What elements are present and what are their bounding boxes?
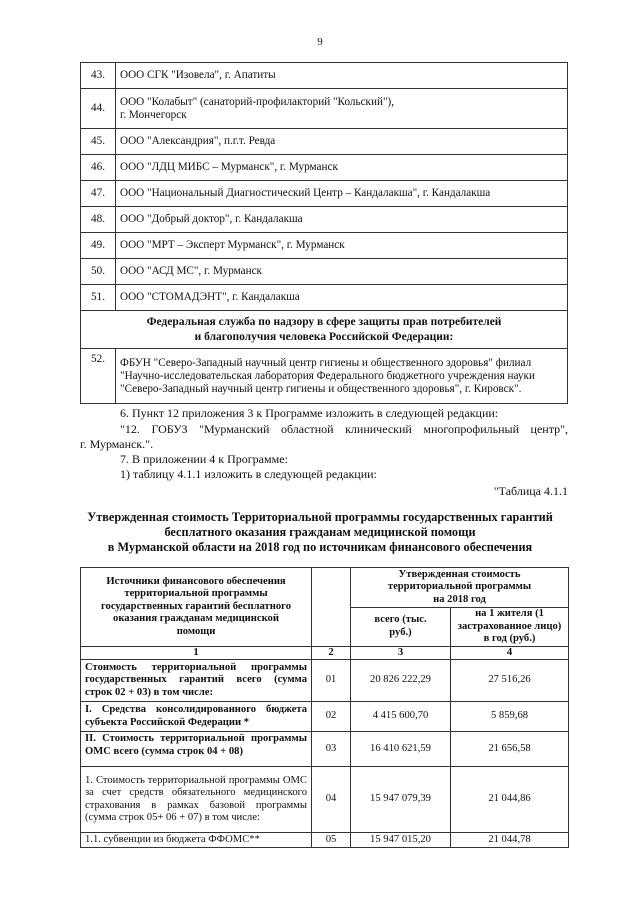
row-per-capita: 5 859,68 xyxy=(451,702,569,732)
table-row xyxy=(81,155,568,181)
section-header-line: и благополучия человека Российской Федерации: xyxy=(194,330,454,343)
row-number: 45. xyxy=(81,129,116,155)
header-per-capita: на 1 жителя (1 застрахованное лицо) в год (руб.) xyxy=(451,608,569,647)
paragraph-7-1: 1) таблицу 4.1.1 изложить в следующей редакции: xyxy=(120,467,377,481)
row-total: 4 415 600,70 xyxy=(351,702,451,732)
row-code: 01 xyxy=(312,660,351,702)
org-name-line: ООО "Колабыт" (санаторий-профилакторий "Кольский"), xyxy=(120,95,395,108)
row-number: 50. xyxy=(81,259,116,285)
column-number: 1 xyxy=(81,646,312,660)
table-label: "Таблица 4.1.1 xyxy=(493,484,568,498)
row-code: 02 xyxy=(312,702,351,732)
table-row xyxy=(81,767,569,833)
paragraph-7: 7. В приложении 4 к Программе: xyxy=(120,452,288,466)
table-row xyxy=(81,89,568,129)
title-line: Утвержденная стоимость Территориальной программы государственных гарантий xyxy=(87,510,553,524)
header-row xyxy=(81,568,569,608)
row-number: 47. xyxy=(81,181,116,207)
table-row xyxy=(81,207,568,233)
column-number: 2 xyxy=(312,646,351,660)
row-code: 03 xyxy=(312,732,351,767)
header-cost: Утвержденная стоимость территориальной программы на 2018 год xyxy=(351,568,569,608)
table-row xyxy=(81,732,569,767)
header-code xyxy=(312,568,351,647)
org-name: ООО "СТОМАДЭНТ", г. Кандалакша xyxy=(116,285,568,311)
org-name-line: "Северо-Западный научный центр гигиены и общественного здоровья", г. Кировск". xyxy=(120,382,522,395)
table-row xyxy=(81,233,568,259)
row-label: 1. Стоимость территориальной программы ОМС за счет средств обязательного медицинского страхования в рамках базовой программы (сумма строк 05+ 06 + 07) в том числе: xyxy=(81,767,312,833)
row-code: 04 xyxy=(312,767,351,833)
row-number: 44. xyxy=(81,89,116,129)
org-name-line: "Научно-исследовательская лаборатория Федерального бюджетного учреждения науки xyxy=(120,369,535,382)
cost-table xyxy=(80,567,569,848)
header-source: Источники финансового обеспечения территориальной программы государственных гарантий бесплатного оказания гражданам медицинской помощи xyxy=(81,568,312,647)
row-total: 20 826 222,29 xyxy=(351,660,451,702)
row-label: Стоимость территориальной программы государственных гарантий всего (сумма строк 02 + 03) в том числе: xyxy=(81,660,312,702)
table-row xyxy=(81,833,569,848)
title-line: в Мурманской области на 2018 год по источникам финансового обеспечения xyxy=(107,540,533,554)
table-row xyxy=(81,259,568,285)
org-name xyxy=(116,89,568,129)
org-name-line: ФБУН "Северо-Западный научный центр гигиены и общественного здоровья" филиал xyxy=(120,356,532,369)
org-name: ООО "ЛДЦ МИБС – Мурманск", г. Мурманск xyxy=(116,155,568,181)
row-number: 49. xyxy=(81,233,116,259)
row-number: 46. xyxy=(81,155,116,181)
section-header xyxy=(81,311,568,349)
table-row xyxy=(81,702,569,732)
row-total: 15 947 079,39 xyxy=(351,767,451,833)
row-total: 15 947 015,20 xyxy=(351,833,451,848)
paragraph-12-cont: г. Мурманск.". xyxy=(80,437,154,451)
column-number: 4 xyxy=(451,646,569,660)
header-total: всего (тыс. руб.) xyxy=(351,608,451,647)
org-name: ООО СГК "Изовела", г. Апатиты xyxy=(116,63,568,89)
org-name: ООО "Национальный Диагностический Центр – Кандалакша", г. Кандалакша xyxy=(116,181,568,207)
row-per-capita: 21 044,86 xyxy=(451,767,569,833)
org-name: ООО "Добрый доктор", г. Кандалакша xyxy=(116,207,568,233)
organizations-table xyxy=(80,62,568,404)
row-number: 52. xyxy=(81,349,116,404)
title-line: бесплатного оказания гражданам медицинской помощи xyxy=(164,525,476,539)
section-header-line: Федеральная служба по надзору в сфере защиты прав потребителей xyxy=(146,315,502,328)
org-name-line: г. Мончегорск xyxy=(120,108,187,121)
table-row xyxy=(81,660,569,702)
table-row xyxy=(81,181,568,207)
org-name: ООО "АСД МС", г. Мурманск xyxy=(116,259,568,285)
org-name: ООО "Александрия", п.г.т. Ревда xyxy=(116,129,568,155)
row-number: 51. xyxy=(81,285,116,311)
table-row xyxy=(81,63,568,89)
org-name: ООО "МРТ – Эксперт Мурманск", г. Мурманск xyxy=(116,233,568,259)
table-title xyxy=(70,510,570,555)
row-number: 48. xyxy=(81,207,116,233)
row-code: 05 xyxy=(312,833,351,848)
paragraph-12: "12. ГОБУЗ "Мурманский областной клинический многопрофильный центр", xyxy=(120,422,568,436)
row-per-capita: 21 044,78 xyxy=(451,833,569,848)
row-label: I. Средства консолидированного бюджета субъекта Российской Федерации * xyxy=(81,702,312,732)
table-row xyxy=(81,349,568,404)
page-number: 9 xyxy=(317,36,323,48)
table-row xyxy=(81,285,568,311)
section-header-row xyxy=(81,311,568,349)
row-number: 43. xyxy=(81,63,116,89)
table-row xyxy=(81,129,568,155)
row-per-capita: 27 516,26 xyxy=(451,660,569,702)
org-name xyxy=(116,349,568,404)
row-total: 16 410 621,59 xyxy=(351,732,451,767)
column-number: 3 xyxy=(351,646,451,660)
paragraph-6: 6. Пункт 12 приложения 3 к Программе изложить в следующей редакции: xyxy=(120,406,499,420)
column-number-row xyxy=(81,646,569,660)
row-label: 1.1. субвенции из бюджета ФФОМС** xyxy=(81,833,312,848)
row-per-capita: 21 656,58 xyxy=(451,732,569,767)
row-label: II. Стоимость территориальной программы ОМС всего (сумма строк 04 + 08) xyxy=(81,732,312,767)
